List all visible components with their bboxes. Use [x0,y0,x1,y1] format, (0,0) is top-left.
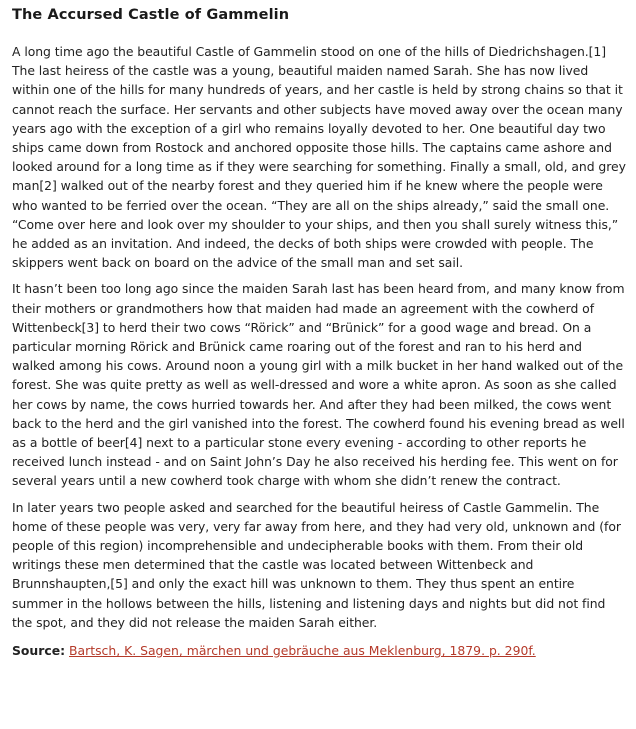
source-line [12,641,626,660]
source-label: Source: [12,643,66,659]
paragraph-3: In later years two people asked and searched for the beautiful heiress of Castle Gammelin. The home of these people was very, very far away from here, and they had very old, unknown and (for people of this region) incomprehensible and undecipherable books with them. From their old writings these men determined that the castle was located between Wittenbeck and Brunnshaupten,[5] and only the exact hill was unknown to them. They thus spent an entire summer in the hollows between the hills, listening and listening days and nights but did not find the spot, and they did not release the maiden Sarah either. [12,499,621,630]
paragraph-1: A long time ago the beautiful Castle of Gammelin stood on one of the hills of Diedrichshagen.[1] The last heiress of the castle was a young, beautiful maiden named Sarah. She has now lived within one of the hills for many hundreds of years, and her castle is held by strong chains so that it cannot reach the surface. Her servants and other subjects have moved away over the ocean many years ago with the exception of a girl who remains loyally devoted to her. One beautiful day two ships came down from Rostock and anchored opposite those hills. The captains came ashore and looked around for a long time as if they were searching for something. Finally a small, old, and grey man[2] walked out of the nearby forest and they queried him if he knew where the people were who wanted to be ferried over the ocean. “They are all on the ships already,” said the small one. “Come over here and look over my shoulder to your ships, and then you shall surely witness this,” he added as an invitation. And indeed, the decks of both ships were crowded with people. The skippers went back on board on the advice of the small man and set sail. [12,44,626,271]
source-link[interactable]: Bartsch, K. Sagen, märchen und gebräuche aus Meklenburg, 1879. p. 290f. [69,643,536,659]
paragraph-2: It hasn’t been too long ago since the maiden Sarah last has been heard from, and many know from their mothers or grandmothers how that maiden had made an agreement with the cowherd of Wittenbeck[3] to herd their two cows “Rörick” and “Brünick” for a good wage and bread. On a particular morning Rörick and Brünick came roaring out of the forest and ran to his herd and walked among his cows. Around noon a young girl with a milk bucket in her hand walked out of the forest. She was quite pretty as well as well-dressed and wore a white apron. As soon as she called her cows by name, the cows hurried towards her. And after they had been milked, the cows went back to the herd and the girl vanished into the forest. The cowherd found his evening bread as well as a bottle of beer[4] next to a particular stone every evening - according to other reports he received lunch instead - and on Saint John’s Day he also received his herding fee. This went on for several years until a new cowherd took charge with whom she didn’t renew the contract. [12,281,625,489]
page-title: The Accursed Castle of Gammelin [12,7,290,23]
